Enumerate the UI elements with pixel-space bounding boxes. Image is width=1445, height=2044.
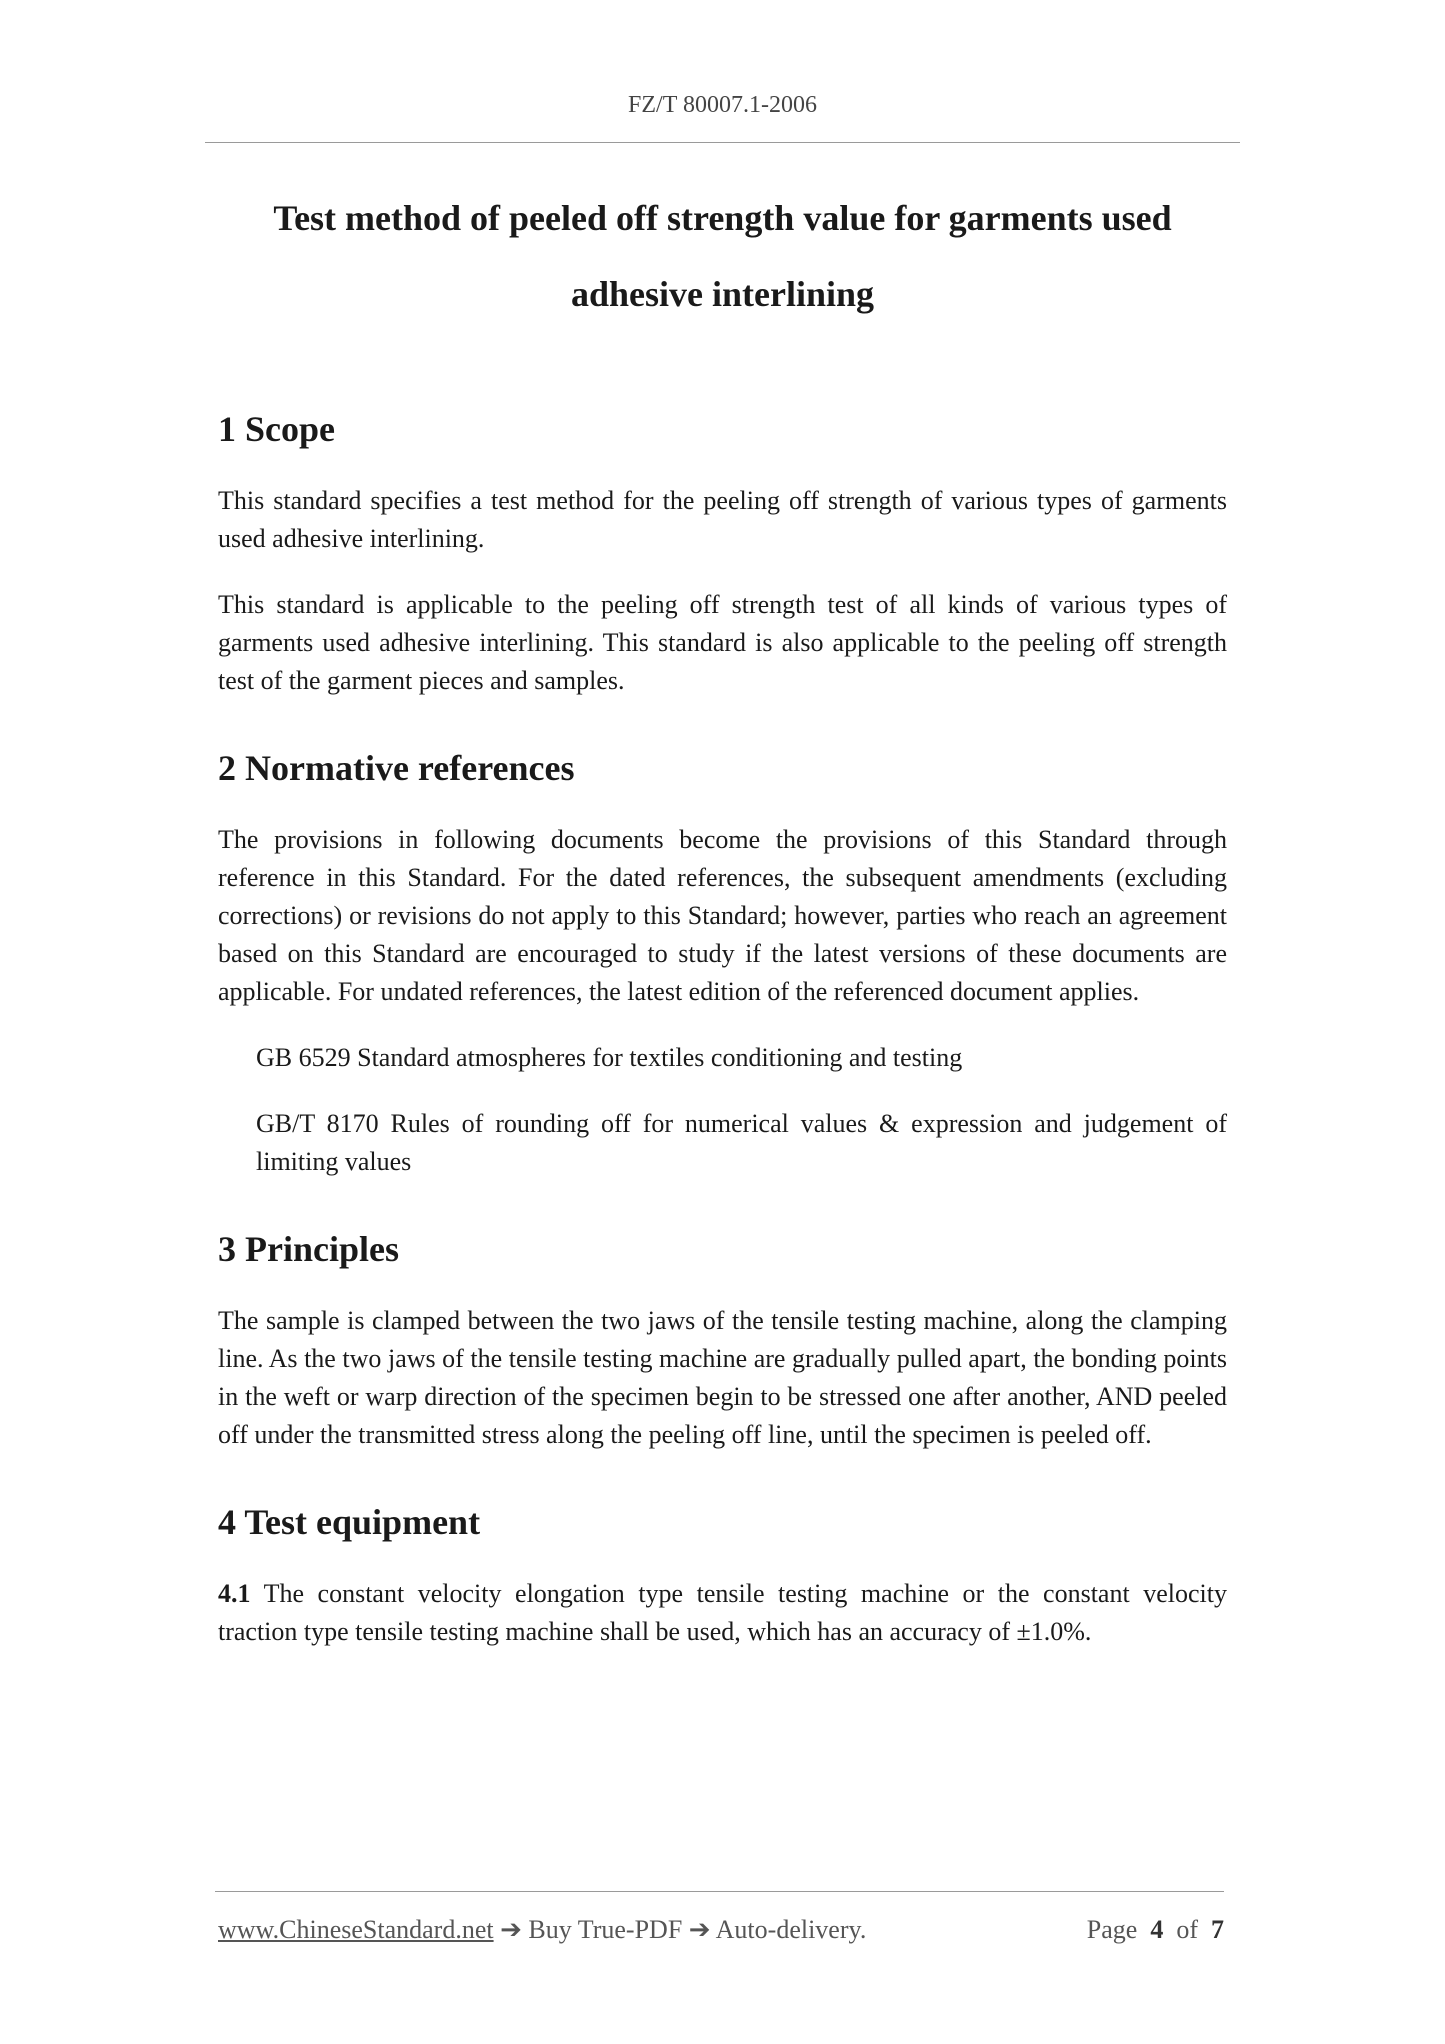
buy-pdf-text: Buy True-PDF (521, 1915, 689, 1944)
page-of-label: of (1176, 1915, 1198, 1944)
reference-gb-6529: GB 6529 Standard atmospheres for textiles conditioning and testing (256, 1043, 963, 1072)
section-heading-principles: 3 Principles (218, 1229, 399, 1269)
section-heading-normative-references: 2 Normative references (218, 748, 575, 788)
arrow-right-icon: ➔ (688, 1915, 711, 1944)
current-page-number: 4 (1150, 1915, 1164, 1944)
total-pages-number: 7 (1211, 1915, 1224, 1944)
footer-promo (218, 1915, 866, 1945)
page-label: Page (1086, 1915, 1138, 1944)
arrow-right-icon: ➔ (500, 1915, 522, 1944)
document-number-header: FZ/T 80007.1-2006 (628, 92, 817, 118)
scope-paragraph-1: This standard specifies a test method for the peeling off strength of various types of garments used adhesive interlining. (218, 486, 1227, 553)
section-heading-test-equipment: 4 Test equipment (218, 1502, 481, 1542)
principles-paragraph: The sample is clamped between the two jaws of the tensile testing machine, along the clamping line. As the two jaws of the tensile testing machine are gradually pulled apart, the bonding points in the weft or warp direction of the specimen begin to be stressed one after another, AND peeled off under the transmitted stress along the peeling off line, until the specimen is peeled off. (218, 1306, 1227, 1449)
title-line-2: adhesive interlining (570, 274, 875, 314)
normative-paragraph: The provisions in following documents become the provisions of this Standard through reference in this Standard. For the dated references, the subsequent amendments (excluding corrections) or revisions do not apply to this Standard; however, parties who reach an agreement based on this Standard are encouraged to study if the latest versions of these documents are applicable. For undated references, the latest edition of the referenced document applies. (218, 825, 1227, 1006)
page-title (205, 180, 1240, 332)
clause-4-1 (218, 1575, 1227, 1651)
page-indicator (1087, 1915, 1224, 1945)
document-body (218, 405, 1227, 1651)
website-link[interactable]: www.ChineseStandard.net (218, 1915, 494, 1944)
auto-delivery-text: Auto-delivery. (710, 1915, 867, 1944)
header-divider (205, 142, 1240, 143)
reference-gbt-8170: GB/T 8170 Rules of rounding off for numerical values & expression and judgement of limiting values (256, 1109, 1227, 1176)
title-line-1: Test method of peeled off strength value for garments used (273, 198, 1172, 238)
scope-paragraph-2: This standard is applicable to the peeling off strength test of all kinds of various types of garments used adhesive interlining. This standard is also applicable to the peeling off strength test of the garment pieces and samples. (218, 590, 1227, 695)
clause-text: The constant velocity elongation type tensile testing machine or the constant velocity traction type tensile testing machine shall be used, which has an accuracy of ±1.0%. (218, 1579, 1227, 1646)
clause-number: 4.1 (218, 1579, 251, 1608)
footer-divider (215, 1891, 1224, 1892)
section-heading-scope: 1 Scope (218, 409, 335, 449)
